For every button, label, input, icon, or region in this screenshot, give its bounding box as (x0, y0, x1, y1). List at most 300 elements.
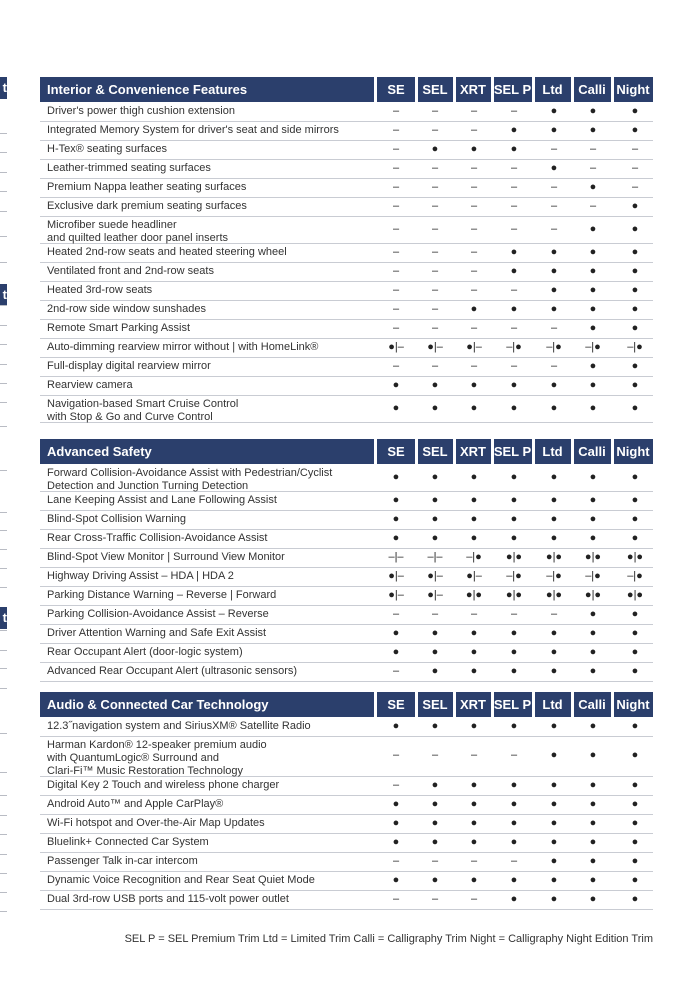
left-edge-divider (0, 152, 7, 153)
trim-header: Ltd (534, 692, 571, 717)
feature-label: Wi-Fi hotspot and Over-the-Air Map Updates (47, 817, 265, 829)
availability-mark: ● (589, 720, 597, 732)
feature-label: Bluelink+ Connected Car System (47, 836, 209, 848)
not-available-mark: – (470, 360, 478, 372)
left-edge-divider (0, 383, 7, 384)
availability-mark: ● (550, 855, 558, 867)
availability-mark: ● (631, 749, 639, 761)
availability-mark: ● (550, 471, 558, 483)
availability-mark: ● (631, 284, 639, 296)
trim-header: Calli (573, 439, 611, 464)
availability-mark: ● (550, 749, 558, 761)
availability-mark: ● (510, 303, 518, 315)
table-row (40, 567, 653, 587)
availability-mark: ● (589, 627, 597, 639)
feature-label: Leather-trimmed seating surfaces (47, 162, 211, 174)
availability-mark: ● (431, 513, 439, 525)
section-header (40, 439, 653, 464)
table-row (40, 776, 653, 796)
availability-mark: ● (631, 665, 639, 677)
availability-mark: ● (631, 471, 639, 483)
feature-label: 12.3˝navigation system and SiriusXM® Satellite Radio (47, 720, 311, 732)
not-available-mark: – (392, 200, 400, 212)
feature-label: Rearview camera (47, 379, 133, 391)
availability-mark: ● (470, 143, 478, 155)
trim-header: SEL P (493, 77, 532, 102)
availability-mark: ● (470, 303, 478, 315)
availability-mark: ● (631, 513, 639, 525)
availability-mark: ● (589, 246, 597, 258)
feature-label: Auto-dimming rearview mirror without | with HomeLink® (47, 341, 319, 353)
feature-label: Full-display digital rearview mirror (47, 360, 211, 372)
trim-header: Ltd (534, 77, 571, 102)
availability-mark: ● (392, 798, 400, 810)
availability-mark: ● (550, 532, 558, 544)
left-edge-divider (0, 172, 7, 173)
left-edge-divider (0, 772, 7, 773)
table-row (40, 197, 653, 217)
trim-header: SEL P (493, 439, 532, 464)
availability-mark: ● (470, 402, 478, 414)
left-edge-divider (0, 733, 7, 734)
availability-mark: ● (631, 246, 639, 258)
availability-mark: ● (510, 893, 518, 905)
availability-mark: ●|● (545, 551, 563, 563)
availability-mark: ● (431, 379, 439, 391)
not-available-mark: – (550, 200, 558, 212)
availability-mark: ● (589, 265, 597, 277)
not-available-mark: – (431, 265, 439, 277)
availability-mark: ● (550, 646, 558, 658)
availability-mark: ●|● (584, 551, 602, 563)
availability-mark: ● (392, 646, 400, 658)
feature-label: Rear Cross-Traffic Collision-Avoidance Assist (47, 532, 268, 544)
left-edge-divider (0, 854, 7, 855)
left-edge-divider (0, 133, 7, 134)
feature-label: Heated 2nd-row seats and heated steering wheel (47, 246, 287, 258)
availability-mark: ● (392, 817, 400, 829)
not-available-mark: – (392, 360, 400, 372)
availability-mark: ● (392, 471, 400, 483)
feature-label: Highway Driving Assist – HDA | HDA 2 (47, 570, 234, 582)
feature-label: Forward Collision-Avoidance Assist with Pedestrian/Cyclist Detection and Junction Turning Detection (47, 467, 333, 492)
availability-mark: ● (550, 779, 558, 791)
not-available-mark: – (392, 143, 400, 155)
table-row (40, 852, 653, 872)
not-available-mark: – (392, 181, 400, 193)
trim-header: Ltd (534, 439, 571, 464)
trim-header: SEL P (493, 692, 532, 717)
not-available-mark: – (631, 143, 639, 155)
not-available-mark: – (431, 893, 439, 905)
not-available-mark: – (470, 105, 478, 117)
feature-label: Heated 3rd-row seats (47, 284, 153, 296)
availability-mark: ● (631, 646, 639, 658)
availability-mark: ● (431, 817, 439, 829)
availability-mark: ● (510, 265, 518, 277)
availability-mark: ● (550, 303, 558, 315)
trim-header: SE (377, 692, 415, 717)
availability-mark: ●|– (427, 570, 443, 582)
not-available-mark: – (510, 284, 518, 296)
availability-mark: ● (550, 265, 558, 277)
table-row (40, 178, 653, 198)
availability-mark: ● (431, 402, 439, 414)
not-available-mark: – (470, 855, 478, 867)
left-edge-divider (0, 530, 7, 531)
availability-mark: ● (470, 646, 478, 658)
availability-mark: ● (589, 608, 597, 620)
availability-mark: ● (510, 143, 518, 155)
not-available-mark: – (431, 749, 439, 761)
not-available-mark: – (510, 608, 518, 620)
availability-mark: ● (550, 893, 558, 905)
not-available-mark: – (589, 143, 597, 155)
availability-mark: ● (550, 246, 558, 258)
trim-header: SEL (417, 439, 453, 464)
availability-mark: ● (589, 817, 597, 829)
left-edge-divider (0, 344, 7, 345)
not-available-mark: – (431, 322, 439, 334)
left-edge-divider (0, 549, 7, 550)
left-edge-divider (0, 892, 7, 893)
header-separator (532, 439, 535, 464)
availability-mark: ● (510, 379, 518, 391)
left-edge-divider (0, 688, 7, 689)
availability-mark: ● (589, 646, 597, 658)
left-edge-divider (0, 325, 7, 326)
availability-mark: ● (431, 532, 439, 544)
availability-mark: ● (550, 284, 558, 296)
header-separator (611, 77, 614, 102)
header-separator (571, 692, 574, 717)
not-available-mark: – (392, 105, 400, 117)
availability-mark: ● (510, 874, 518, 886)
left-edge-divider (0, 568, 7, 569)
availability-mark: ● (550, 627, 558, 639)
availability-mark: ● (631, 105, 639, 117)
not-available-mark: – (470, 124, 478, 136)
availability-mark: ● (470, 471, 478, 483)
availability-mark: ● (510, 402, 518, 414)
section-header (40, 692, 653, 717)
availability-mark: ● (431, 471, 439, 483)
availability-mark: ● (470, 513, 478, 525)
availability-mark: ● (470, 836, 478, 848)
not-available-mark: – (392, 608, 400, 620)
not-available-mark: – (510, 181, 518, 193)
section-title: Interior & Convenience Features (47, 82, 248, 97)
not-available-mark: – (589, 162, 597, 174)
not-available-mark: –|– (388, 551, 404, 563)
left-edge-divider (0, 262, 7, 263)
not-available-mark: – (431, 223, 439, 235)
left-edge-tab (0, 284, 7, 306)
table-row (40, 833, 653, 853)
left-edge-divider (0, 512, 7, 513)
availability-mark: ● (589, 836, 597, 848)
trim-header: SE (377, 439, 415, 464)
section-title: Advanced Safety (47, 444, 152, 459)
availability-mark: ●|– (388, 570, 404, 582)
availability-mark: ● (392, 402, 400, 414)
availability-mark: ● (631, 855, 639, 867)
table-row (40, 338, 653, 358)
availability-mark: ● (550, 513, 558, 525)
header-separator (415, 439, 418, 464)
availability-mark: ● (631, 627, 639, 639)
not-available-mark: – (510, 200, 518, 212)
not-available-mark: – (392, 749, 400, 761)
table-row (40, 159, 653, 179)
not-available-mark: – (431, 303, 439, 315)
availability-mark: ● (392, 720, 400, 732)
not-available-mark: – (510, 749, 518, 761)
availability-mark: ● (589, 402, 597, 414)
availability-mark: ● (550, 105, 558, 117)
not-available-mark: – (431, 105, 439, 117)
trim-header: Calli (573, 692, 611, 717)
not-available-mark: – (392, 779, 400, 791)
not-available-mark: – (431, 246, 439, 258)
availability-mark: ● (589, 874, 597, 886)
table-row (40, 605, 653, 625)
availability-mark: ● (392, 627, 400, 639)
feature-label: Parking Distance Warning – Reverse | Forward (47, 589, 277, 601)
availability-mark: ●|– (466, 570, 482, 582)
not-available-mark: – (392, 124, 400, 136)
feature-label: Passenger Talk in-car intercom (47, 855, 198, 867)
feature-label: Exclusive dark premium seating surfaces (47, 200, 247, 212)
availability-mark: ● (550, 162, 558, 174)
not-available-mark: – (431, 360, 439, 372)
not-available-mark: – (589, 200, 597, 212)
availability-mark: –|● (585, 341, 601, 353)
availability-mark: ● (631, 779, 639, 791)
not-available-mark: – (550, 223, 558, 235)
availability-mark: ● (589, 360, 597, 372)
availability-mark: ●|● (545, 589, 563, 601)
table-row (40, 548, 653, 568)
availability-mark: ● (589, 284, 597, 296)
availability-mark: ●|– (427, 341, 443, 353)
availability-mark: ● (550, 494, 558, 506)
availability-mark: ● (431, 494, 439, 506)
availability-mark: ● (392, 532, 400, 544)
left-edge-divider (0, 305, 7, 306)
availability-mark: ● (550, 379, 558, 391)
not-available-mark: – (510, 162, 518, 174)
availability-mark: ● (431, 627, 439, 639)
not-available-mark: – (431, 124, 439, 136)
left-edge-divider (0, 587, 7, 588)
availability-mark: ● (631, 798, 639, 810)
header-separator (532, 77, 535, 102)
availability-mark: ● (589, 494, 597, 506)
feature-label: 2nd-row side window sunshades (47, 303, 206, 315)
table-row (40, 300, 653, 320)
table-row (40, 464, 653, 492)
feature-label: Android Auto™ and Apple CarPlay® (47, 798, 224, 810)
table-row (40, 814, 653, 834)
availability-mark: ● (550, 836, 558, 848)
availability-mark: ● (631, 360, 639, 372)
not-available-mark: – (550, 608, 558, 620)
section-header (40, 77, 653, 102)
availability-mark: ● (431, 143, 439, 155)
availability-mark: ● (589, 749, 597, 761)
not-available-mark: – (510, 322, 518, 334)
availability-mark: ● (392, 513, 400, 525)
not-available-mark: – (431, 608, 439, 620)
left-edge-divider (0, 911, 7, 912)
availability-mark: ●|● (584, 589, 602, 601)
availability-mark: ● (589, 779, 597, 791)
left-edge-divider (0, 426, 7, 427)
header-separator (491, 439, 494, 464)
not-available-mark: – (470, 181, 478, 193)
not-available-mark: – (392, 665, 400, 677)
table-row (40, 736, 653, 777)
feature-label: Navigation-based Smart Cruise Control with Stop & Go and Curve Control (47, 398, 239, 423)
not-available-mark: – (550, 143, 558, 155)
availability-mark: ● (510, 817, 518, 829)
feature-label: Blind-Spot View Monitor | Surround View Monitor (47, 551, 285, 563)
table-row (40, 624, 653, 644)
availability-mark: ●|● (626, 551, 644, 563)
availability-mark: ● (631, 200, 639, 212)
feature-label: Harman Kardon® 12-speaker premium audio with QuantumLogic® Surround and Clari-Fi™ Music Restoration Technology (47, 739, 267, 777)
not-available-mark: – (431, 181, 439, 193)
trim-header: SEL (417, 77, 453, 102)
table-row (40, 281, 653, 301)
availability-mark: –|● (466, 551, 482, 563)
feature-label: Dual 3rd-row USB ports and 115-volt power outlet (47, 893, 289, 905)
table-row (40, 662, 653, 682)
trim-header: XRT (455, 439, 491, 464)
left-edge-divider (0, 834, 7, 835)
availability-mark: ● (431, 874, 439, 886)
not-available-mark: –|– (427, 551, 443, 563)
header-separator (415, 692, 418, 717)
feature-label: Driver's power thigh cushion extension (47, 105, 235, 117)
table-row (40, 357, 653, 377)
left-edge-divider (0, 630, 7, 631)
availability-mark: ● (589, 124, 597, 136)
availability-mark: ● (589, 471, 597, 483)
availability-mark: ● (470, 817, 478, 829)
feature-label: Integrated Memory System for driver's seat and side mirrors (47, 124, 339, 136)
table-row (40, 243, 653, 263)
availability-mark: ● (431, 779, 439, 791)
availability-mark: ● (510, 246, 518, 258)
header-separator (611, 439, 614, 464)
availability-mark: ● (392, 836, 400, 848)
availability-mark: ● (431, 720, 439, 732)
trim-header: Night (613, 692, 653, 717)
not-available-mark: – (510, 855, 518, 867)
table-row (40, 395, 653, 423)
feature-label: Parking Collision-Avoidance Assist – Reverse (47, 608, 269, 620)
header-separator (571, 77, 574, 102)
availability-mark: ● (589, 893, 597, 905)
availability-mark: ● (589, 798, 597, 810)
feature-label: Blind-Spot Collision Warning (47, 513, 186, 525)
feature-label: Remote Smart Parking Assist (47, 322, 191, 334)
availability-mark: ●|● (626, 589, 644, 601)
availability-mark: –|● (546, 341, 562, 353)
left-edge-divider (0, 815, 7, 816)
not-available-mark: – (431, 200, 439, 212)
availability-mark: ● (510, 720, 518, 732)
feature-label: Digital Key 2 Touch and wireless phone charger (47, 779, 280, 791)
availability-mark: ● (470, 494, 478, 506)
table-row (40, 871, 653, 891)
availability-mark: ● (589, 322, 597, 334)
not-available-mark: – (392, 246, 400, 258)
header-separator (491, 692, 494, 717)
table-row (40, 586, 653, 606)
left-edge-divider (0, 191, 7, 192)
table-row (40, 319, 653, 339)
section-title: Audio & Connected Car Technology (47, 697, 269, 712)
availability-mark: –|● (585, 570, 601, 582)
left-edge-tab (0, 607, 7, 629)
table-row (40, 102, 653, 122)
availability-mark: ● (470, 874, 478, 886)
availability-mark: ● (631, 379, 639, 391)
trim-header: XRT (455, 692, 491, 717)
availability-mark: ● (392, 379, 400, 391)
availability-mark: ● (510, 779, 518, 791)
feature-label: Ventilated front and 2nd-row seats (47, 265, 214, 277)
availability-mark: ● (550, 124, 558, 136)
header-separator (415, 77, 418, 102)
trim-header: XRT (455, 77, 491, 102)
table-row (40, 795, 653, 815)
header-separator (453, 439, 456, 464)
not-available-mark: – (392, 855, 400, 867)
availability-mark: ● (431, 836, 439, 848)
availability-mark: ● (631, 874, 639, 886)
left-edge-label: t (2, 80, 7, 95)
availability-mark: ● (550, 402, 558, 414)
availability-mark: ●|– (466, 341, 482, 353)
table-row (40, 140, 653, 160)
availability-mark: ● (392, 494, 400, 506)
table-row (40, 510, 653, 530)
availability-mark: ●|– (388, 341, 404, 353)
availability-mark: ● (431, 665, 439, 677)
not-available-mark: – (392, 303, 400, 315)
feature-label: Driver Attention Warning and Safe Exit Assist (47, 627, 267, 639)
availability-mark: –|● (627, 570, 643, 582)
not-available-mark: – (510, 223, 518, 235)
left-edge-divider (0, 402, 7, 403)
availability-mark: ● (550, 798, 558, 810)
availability-mark: ● (431, 646, 439, 658)
availability-mark: ● (510, 665, 518, 677)
availability-mark: ●|● (505, 589, 523, 601)
header-separator (453, 692, 456, 717)
availability-mark: ● (510, 124, 518, 136)
feature-label: Premium Nappa leather seating surfaces (47, 181, 247, 193)
availability-mark: ● (510, 513, 518, 525)
availability-mark: ● (470, 720, 478, 732)
not-available-mark: – (510, 105, 518, 117)
availability-mark: ●|● (505, 551, 523, 563)
availability-mark: ● (510, 836, 518, 848)
